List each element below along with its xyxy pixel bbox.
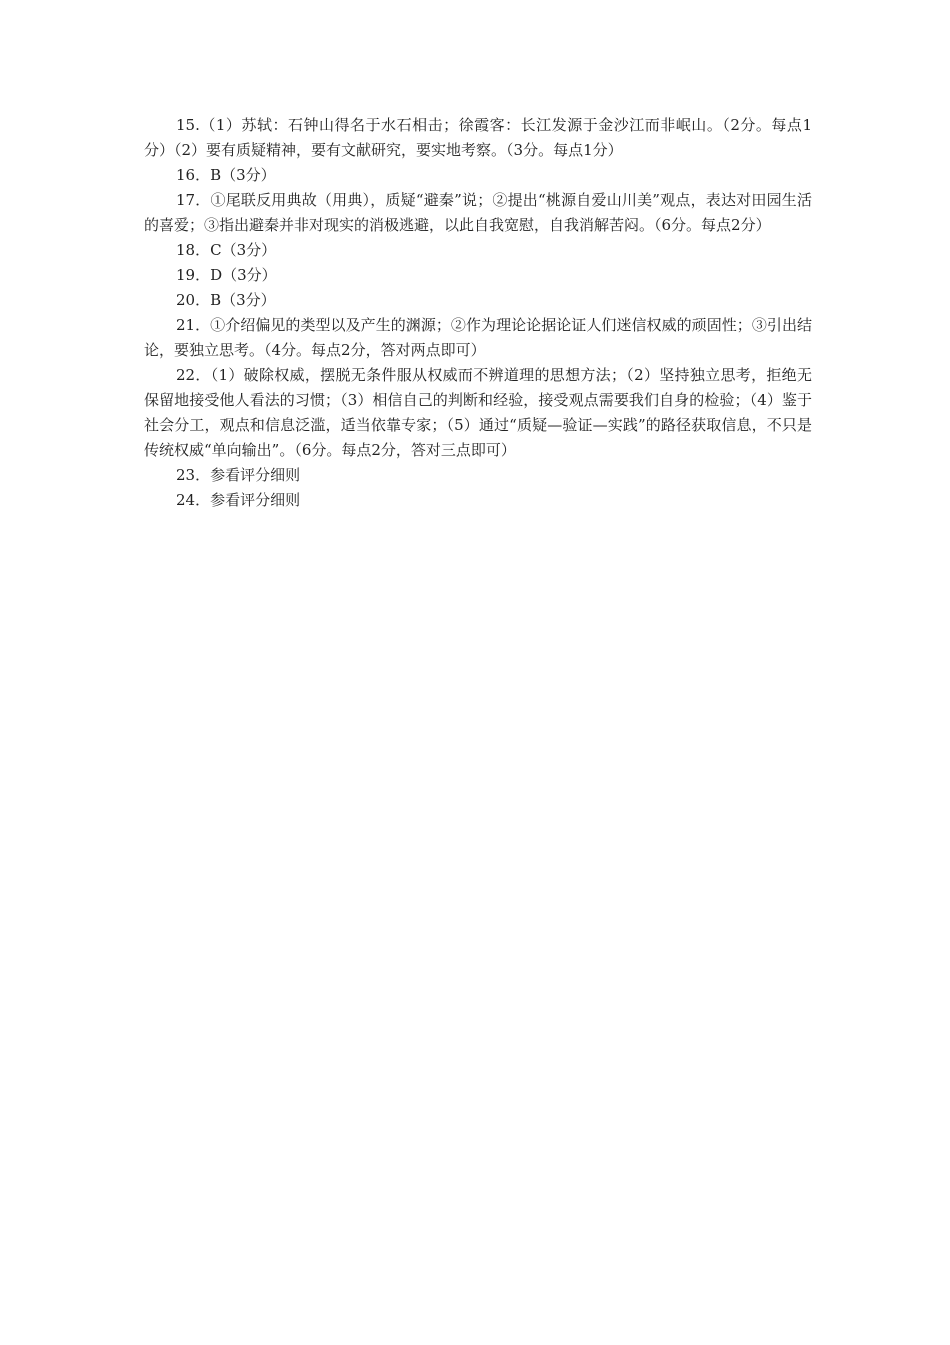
- answer-22: 22．（1）破除权威，摆脱无条件服从权威而不辨道理的思想方法；（2）坚持独立思考，拒绝无保留地接受他人看法的习惯；（3）相信自己的判断和经验，接受观点需要我们自身的检验；（4）鉴于社会分工，观点和信息泛滥，适当依靠专家；（5）通过“质疑—验证—实践”的路径获取信息，不只是传统权威“单向输出”。（6分。每点2分，答对三点即可）: [144, 366, 812, 459]
- answer-19: 19．D（3分）: [176, 266, 277, 284]
- answer-17: 17．①尾联反用典故（用典），质疑“避秦”说；②提出“桃源自爱山川美”观点，表达对田园生活的喜爱；③指出避秦并非对现实的消极逃避，以此自我宽慰，自我消解苦闷。（6分。每点2分）: [144, 191, 812, 234]
- answer-24: 24．参看评分细则: [176, 491, 301, 509]
- answer-20: 20．B（3分）: [176, 291, 276, 309]
- answer-23: 23．参看评分细则: [176, 466, 301, 484]
- answer-16: 16．B（3分）: [176, 166, 276, 184]
- answer-15: 15.（1）苏轼：石钟山得名于水石相击；徐霞客：长江发源于金沙江而非岷山。（2分。每点1分）（2）要有质疑精神，要有文献研究，要实地考察。（3分。每点1分）: [144, 116, 812, 159]
- answer-key: [144, 113, 812, 513]
- answer-18: 18．C（3分）: [176, 241, 277, 259]
- answer-21: 21．①介绍偏见的类型以及产生的渊源；②作为理论论据论证人们迷信权威的顽固性；③引出结论，要独立思考。（4分。每点2分，答对两点即可）: [144, 316, 812, 359]
